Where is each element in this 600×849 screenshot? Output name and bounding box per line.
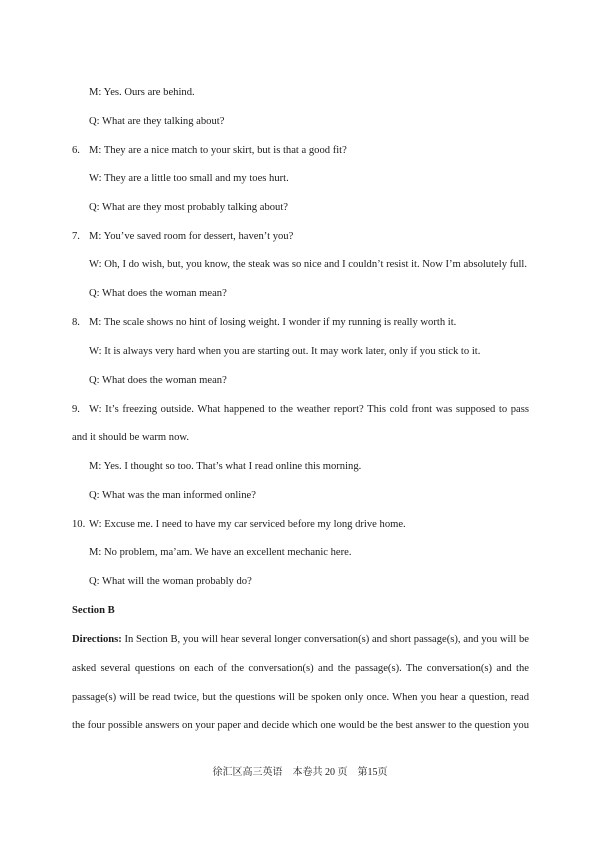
- directions-label: Directions:: [72, 634, 122, 645]
- dialogue-line: M: Yes. Ours are behind.: [89, 87, 195, 98]
- dialogue-line: W: It is always very hard when you are starting out. It may work later, only if you stick to it.: [89, 346, 481, 357]
- item-number: 10.: [72, 519, 86, 530]
- item-number: 8.: [72, 317, 80, 328]
- page-footer: 徐汇区高三英语 本卷共 20 页 第15页: [212, 767, 388, 778]
- directions-text: In Section B, you will hear several longer conversation(s) and short passage(s), and you will be: [124, 634, 529, 645]
- dialogue-question: Q: What are they talking about?: [89, 116, 225, 127]
- dialogue-line: M: They are a nice match to your skirt, but is that a good fit?: [89, 145, 347, 156]
- dialogue-line: W: They are a little too small and my toes hurt.: [89, 173, 289, 184]
- dialogue-question: Q: What does the woman mean?: [89, 288, 227, 299]
- item-number: 9.: [72, 404, 80, 415]
- dialogue-line: M: The scale shows no hint of losing weight. I wonder if my running is really worth it.: [89, 317, 457, 328]
- dialogue-question: Q: What was the man informed online?: [89, 490, 256, 501]
- directions-line: the four possible answers on your paper and decide which one would be the best answer to the question you: [72, 720, 529, 731]
- dialogue-line: W: Oh, I do wish, but, you know, the steak was so nice and I couldn’t resist it. Now I’m absolutely full.: [89, 259, 528, 270]
- dialogue-question: Q: What are they most probably talking about?: [89, 202, 288, 213]
- section-title: Section B: [72, 605, 115, 616]
- item-number: 6.: [72, 145, 80, 156]
- dialogue-line: M: Yes. I thought so too. That’s what I read online this morning.: [89, 461, 362, 472]
- directions-line: passage(s) will be read twice, but the questions will be spoken only once. When you hear a question, read: [72, 692, 529, 703]
- directions-line: asked several questions on each of the conversation(s) and the passage(s). The conversation(s) and the: [72, 663, 529, 674]
- dialogue-line: W: Excuse me. I need to have my car serviced before my long drive home.: [89, 519, 406, 530]
- dialogue-line: M: You’ve saved room for dessert, haven’t you?: [89, 231, 294, 242]
- dialogue-question: Q: What will the woman probably do?: [89, 576, 252, 587]
- item-number: 7.: [72, 231, 80, 242]
- dialogue-line: W: It’s freezing outside. What happened to the weather report? This cold front was supposed to pass: [89, 404, 529, 415]
- dialogue-line-continued: and it should be warm now.: [72, 432, 190, 443]
- dialogue-line: M: No problem, ma’am. We have an excellent mechanic here.: [89, 547, 352, 558]
- directions-line: [72, 633, 529, 647]
- dialogue-question: Q: What does the woman mean?: [89, 375, 227, 386]
